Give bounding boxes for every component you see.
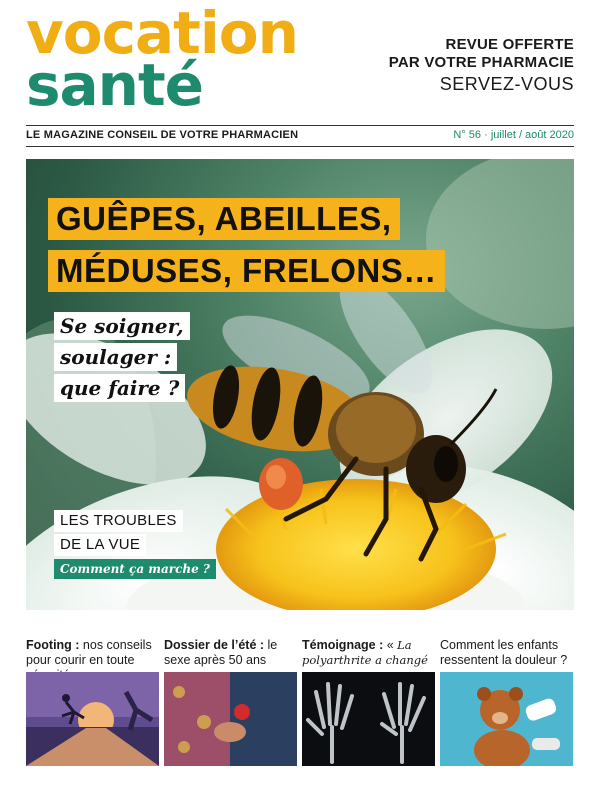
subheadline-line-1: Se soigner, <box>54 312 190 340</box>
divider-top <box>26 125 574 126</box>
vision-title-line-2: DE LA VUE <box>54 534 146 556</box>
thumbnail-couple <box>164 672 297 766</box>
tagline-line-3: SERVEZ-VOUS <box>439 74 574 94</box>
teaser-label: Dossier de l’été : <box>164 638 265 652</box>
teaser-text: nos conseils pour courir en toute <box>26 638 152 667</box>
issue-info: N° 56 · juillet / août 2020 <box>453 129 574 141</box>
vision-subtitle: Comment ça marche ? <box>54 559 216 579</box>
teaser-text: le sexe après 50 ans <box>164 638 278 667</box>
thumbnail-xray-hands <box>302 672 435 766</box>
teaser-dossier <box>164 638 300 668</box>
magazine-subtitle: LE MAGAZINE CONSEIL DE VOTRE PHARMACIEN <box>26 129 299 141</box>
tagline <box>389 36 574 96</box>
headline-line-2: MÉDUSES, FRELONS… <box>48 250 445 292</box>
teaser-text: Comment les enfants ressentent la douleur ? <box>440 638 568 667</box>
tagline-line-1: REVUE OFFERTE <box>445 36 574 53</box>
logo <box>26 0 298 119</box>
logo-line-2: santé <box>26 50 204 119</box>
thumbnail-running <box>26 672 159 766</box>
subheadline-line-2: soulager : <box>54 343 177 371</box>
divider-bottom <box>26 146 574 147</box>
tagline-line-2: PAR VOTRE PHARMACIE <box>388 54 574 71</box>
vision-title-line-1: LES TROUBLES <box>54 510 183 532</box>
teaser-quote: La polyarthrite a changé <box>302 638 428 667</box>
teaser-label: Témoignage : <box>302 638 384 652</box>
teaser-douleur <box>440 638 576 668</box>
subheadline-line-3: que faire ? <box>54 374 185 402</box>
logo-line-1: vocation <box>26 0 298 67</box>
teaser-label: Footing : <box>26 638 80 652</box>
thumbnail-teddy-bear <box>440 672 573 766</box>
teaser-text: « <box>383 638 398 652</box>
headline-line-1: GUÊPES, ABEILLES, <box>48 198 400 240</box>
